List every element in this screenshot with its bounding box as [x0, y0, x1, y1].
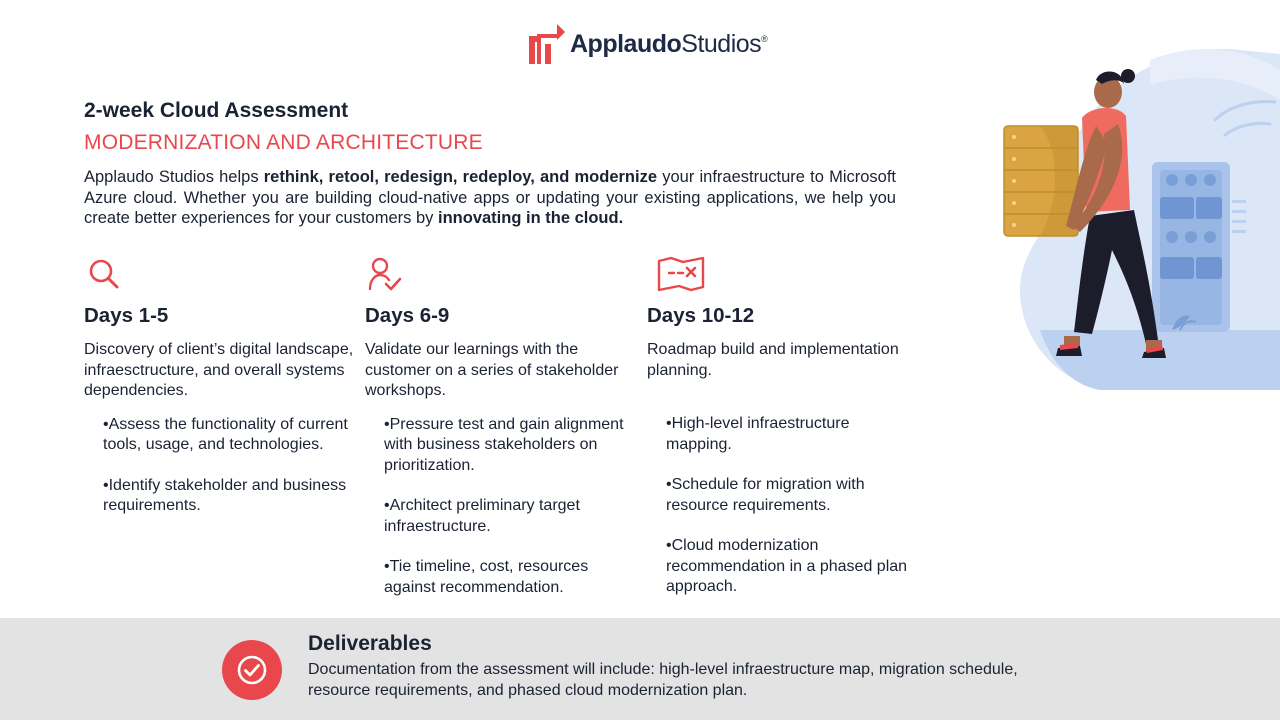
person-carrying-servers-illustration [1000, 40, 1280, 410]
deliverables-title: Deliverables [308, 632, 432, 655]
phase-title: Days 6-9 [365, 304, 450, 327]
phase-days-6-9 [365, 256, 635, 618]
list-item: • Pressure test and gain alignment with business stakeholders on prioritization. [384, 415, 635, 477]
list-item: • Schedule for migration with resource requirements. [666, 475, 917, 516]
list-item: • Assess the functionality of current tools, usage, and technologies. [103, 415, 354, 456]
list-item: • Identify stakeholder and business requirements. [103, 476, 354, 517]
phase-description: Validate our learnings with the customer on a series of stakeholder workshops. [365, 341, 619, 399]
phase-title: Days 1-5 [84, 304, 169, 327]
list-item: • High-level infraestructure mapping. [666, 414, 917, 455]
deliverables-text: Documentation from the assessment will include: high-level infraestructure map, migration schedule, resource requirements, and phased cloud modernization plan. [308, 661, 1018, 699]
list-item: • Architect preliminary target infraestructure. [384, 496, 635, 537]
page-subtitle: MODERNIZATION AND ARCHITECTURE [84, 131, 483, 154]
phase-description: Roadmap build and implementation planning. [647, 341, 899, 379]
phase-bullets [103, 415, 354, 517]
brand-name: ApplaudoStudios® [570, 29, 768, 58]
phase-description: Discovery of client’s digital landscape, infraesctructure, and overall systems dependencies. [84, 341, 354, 399]
phase-title: Days 10-12 [647, 304, 755, 327]
phase-days-10-12 [647, 256, 917, 618]
deliverables-section [0, 618, 1280, 720]
map-icon [657, 256, 705, 292]
user-check-icon [367, 256, 403, 292]
phase-bullets [384, 415, 635, 599]
applaudo-logo-icon [527, 22, 567, 66]
page-title: 2-week Cloud Assessment [84, 99, 349, 122]
phase-bullets [666, 414, 917, 598]
list-item: • Cloud modernization recommendation in a phased plan approach. [666, 536, 917, 598]
list-item: • Tie timeline, cost, resources against recommendation. [384, 557, 635, 598]
check-circle-icon [222, 640, 282, 700]
magnifier-icon [86, 256, 122, 292]
phase-days-1-5 [84, 256, 354, 537]
brand-logo [527, 22, 767, 66]
intro-paragraph: Applaudo Studios helps rethink, retool, redesign, redeploy, and modernize your infraestructure to Microsoft Azure cloud. Whether you are building cloud-native apps or updating your existing applications, we help you create better experiences for your customers by innovating in the cloud. [84, 168, 896, 227]
